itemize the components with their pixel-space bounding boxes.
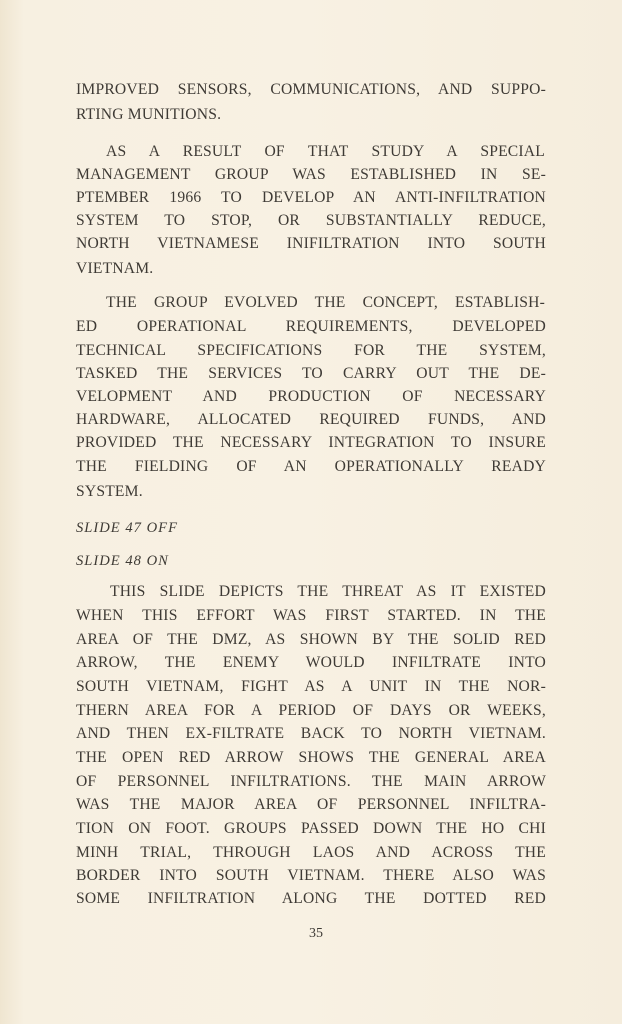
- paragraph-4-line-8: THE OPEN RED ARROW SHOWS THE GENERAL AREA: [76, 749, 546, 766]
- paragraph-4-line-11: TION ON FOOT. GROUPS PASSED DOWN THE HO CHI: [76, 820, 546, 837]
- paragraph-3-line-1: THE GROUP EVOLVED THE CONCEPT, ESTABLISH-: [106, 294, 545, 311]
- page-number: 35: [309, 926, 323, 941]
- slide-on-note: SLIDE 48 ON: [76, 553, 169, 569]
- paragraph-4-line-12: MINH TRIAL, THROUGH LAOS AND ACROSS THE: [76, 844, 546, 861]
- paragraph-4-line-1: THIS SLIDE DEPICTS THE THREAT AS IT EXISTED: [110, 583, 546, 600]
- paragraph-4-line-3: AREA OF THE DMZ, AS SHOWN BY THE SOLID RED: [76, 631, 546, 648]
- paragraph-2-line-3: PTEMBER 1966 TO DEVELOP AN ANTI-INFILTRATION: [76, 189, 546, 206]
- paragraph-4-line-4: ARROW, THE ENEMY WOULD INFILTRATE INTO: [76, 654, 546, 671]
- paragraph-4-line-10: WAS THE MAJOR AREA OF PERSONNEL INFILTRA-: [76, 796, 546, 813]
- paragraph-4-line-9: OF PERSONNEL INFILTRATIONS. THE MAIN ARROW: [76, 773, 546, 790]
- paragraph-3-line-5: VELOPMENT AND PRODUCTION OF NECESSARY: [76, 388, 546, 405]
- paragraph-3-line-9: SYSTEM.: [76, 483, 143, 500]
- paragraph-4-line-6: THERN AREA FOR A PERIOD OF DAYS OR WEEKS,: [76, 702, 546, 719]
- paragraph-3-line-2: ED OPERATIONAL REQUIREMENTS, DEVELOPED: [76, 318, 546, 335]
- paragraph-3-line-3: TECHNICAL SPECIFICATIONS FOR THE SYSTEM,: [76, 342, 546, 359]
- paragraph-2-line-1: AS A RESULT OF THAT STUDY A SPECIAL: [106, 143, 545, 160]
- paragraph-3-line-7: PROVIDED THE NECESSARY INTEGRATION TO INSURE: [76, 434, 546, 451]
- slide-off-note: SLIDE 47 OFF: [76, 520, 178, 536]
- paragraph-3-line-6: HARDWARE, ALLOCATED REQUIRED FUNDS, AND: [76, 411, 546, 428]
- paragraph-4-line-5: SOUTH VIETNAM, FIGHT AS A UNIT IN THE NOR-: [76, 678, 546, 695]
- paragraph-4-line-14: SOME INFILTRATION ALONG THE DOTTED RED: [76, 890, 546, 907]
- paragraph-2-line-6: VIETNAM.: [76, 260, 154, 277]
- paragraph-4-line-13: BORDER INTO SOUTH VIETNAM. THERE ALSO WAS: [76, 867, 546, 884]
- paragraph-4-line-7: AND THEN EX-FILTRATE BACK TO NORTH VIETNAM.: [76, 725, 546, 742]
- paragraph-3-line-4: TASKED THE SERVICES TO CARRY OUT THE DE-: [76, 365, 546, 382]
- paragraph-2-line-5: NORTH VIETNAMESE INIFILTRATION INTO SOUTH: [76, 235, 546, 252]
- paragraph-2-line-4: SYSTEM TO STOP, OR SUBSTANTIALLY REDUCE,: [76, 212, 546, 229]
- paragraph-1-line-2: RTING MUNITIONS.: [76, 106, 222, 123]
- paragraph-3-line-8: THE FIELDING OF AN OPERATIONALLY READY: [76, 458, 546, 475]
- paragraph-2-line-2: MANAGEMENT GROUP WAS ESTABLISHED IN SE-: [76, 166, 546, 183]
- paragraph-1-line-1: IMPROVED SENSORS, COMMUNICATIONS, AND SUPPO-: [76, 81, 546, 98]
- paragraph-4-line-2: WHEN THIS EFFORT WAS FIRST STARTED. IN THE: [76, 607, 546, 624]
